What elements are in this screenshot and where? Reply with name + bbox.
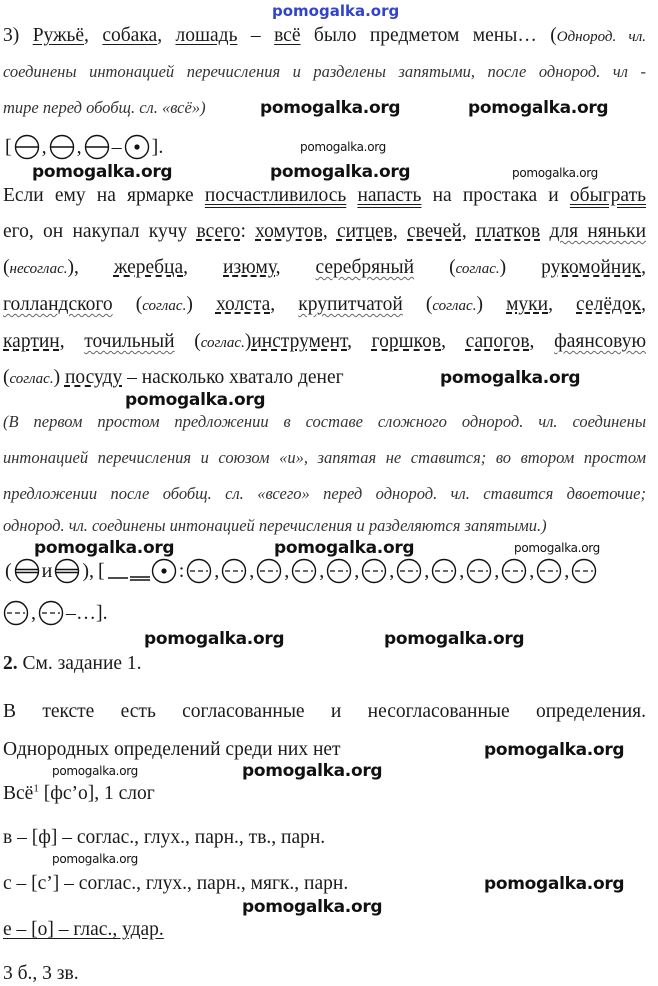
italic-note: соглас. (432, 298, 477, 314)
object-circle-icon (466, 558, 492, 584)
object-circle-icon (536, 558, 562, 584)
text-line (3, 482, 646, 506)
watermark: pomogalka.org (300, 140, 386, 154)
underlined-object: инструмент (251, 331, 348, 352)
text-segment: Всё (3, 783, 34, 804)
watermark: pomogalka.org (52, 852, 138, 866)
text-segment: 2. (3, 653, 18, 674)
underlined-object: рукомойник (541, 257, 642, 278)
object-circle-icon (571, 558, 597, 584)
underlined-object: селёдок (576, 294, 642, 315)
text-segment: ( (3, 257, 10, 278)
watermark: pomogalka.org (512, 166, 598, 180)
schema-punctuation: ]. (151, 135, 164, 158)
text-segment (346, 185, 357, 206)
predicate-circle-icon (54, 558, 80, 584)
text-segment: Если ему на ярмарке (3, 185, 205, 206)
text-segment: – насколько хватало денег (122, 367, 344, 388)
text-segment (540, 221, 549, 242)
underlined-object: сапогов (465, 331, 530, 352)
schema-punctuation: [ (5, 135, 12, 158)
schema-punctuation: , (459, 559, 465, 582)
underlined-subject: собака (102, 25, 158, 46)
watermark: pomogalka.org (34, 538, 175, 558)
text-segment: , (392, 221, 408, 242)
watermark: pomogalka.org (242, 761, 383, 781)
object-circle-icon (431, 558, 457, 584)
text-segment: однород. чл. соединены интонацией перечисления и разделяются запятыми.) (3, 516, 547, 535)
text-segment: ( (112, 294, 143, 315)
schema-punctuation: , (389, 559, 395, 582)
text-line (3, 220, 646, 244)
watermark: pomogalka.org (52, 764, 138, 778)
watermark-top: pomogalka.org (272, 2, 400, 20)
underlined-predicate: посчастливилось (204, 185, 347, 206)
text-segment: , (59, 331, 85, 352)
schema-punctuation: , (41, 135, 47, 158)
text-segment: (В первом простом предложении в составе сложного однород. чл. соединены (3, 412, 646, 431)
text-segment: , (548, 294, 577, 315)
underlined-object: хомутов (255, 221, 323, 242)
schema-punctuation: –…]. (66, 601, 108, 624)
schema-punctuation: , (354, 559, 360, 582)
underlined-definition: серебряный (315, 257, 415, 278)
underlined-object: всего (196, 221, 241, 242)
text-line (3, 962, 646, 986)
text-line (3, 782, 646, 806)
object-circle-icon (326, 558, 352, 584)
watermark: pomogalka.org (270, 162, 411, 182)
text-segment: ) (186, 294, 216, 315)
text-segment: , (529, 331, 555, 352)
schema-punctuation: , (424, 559, 430, 582)
text-segment: В тексте есть согласованные и несогласованные определения. (3, 701, 646, 722)
underlined-subject: е – [о] – глас., удар. (3, 919, 164, 940)
text-line (3, 446, 646, 470)
object-circle-icon (291, 558, 317, 584)
object-circle-icon (38, 600, 64, 626)
sentence-schema (3, 600, 110, 626)
schema-punctuation: – (111, 135, 122, 158)
text-line (3, 918, 646, 942)
text-segment: , (275, 257, 316, 278)
text-segment: интонацией перечисления и союзом «и», запятая не ставится; во втором простом (3, 448, 646, 467)
underlined-predicate: обыграть (569, 185, 646, 206)
text-line (3, 184, 646, 208)
underlined-object: ситцев (336, 221, 393, 242)
watermark: pomogalka.org (384, 629, 525, 649)
underlined-subject: лошадь (175, 25, 238, 46)
text-line (3, 652, 646, 676)
text-segment: ( (174, 331, 201, 352)
watermark: pomogalka.org (242, 897, 383, 917)
text-segment: , (461, 221, 476, 242)
generalizing-word-circle-icon (151, 558, 177, 584)
schema-punctuation: [ (98, 559, 105, 582)
text-segment: ) (244, 331, 252, 352)
text-segment: : (240, 221, 256, 242)
watermark: pomogalka.org (125, 390, 266, 410)
text-segment: 3 б., 3 зв. (3, 963, 79, 984)
underlined-object: свечей (407, 221, 462, 242)
text-segment: ( (3, 367, 10, 388)
text-segment: ), (67, 257, 114, 278)
schema-punctuation: , (249, 559, 255, 582)
underlined-object: изюму (223, 257, 276, 278)
object-circle-icon (361, 558, 387, 584)
text-segment: было предметом мены… ( (300, 25, 557, 46)
subject-circle-icon (14, 134, 40, 160)
text-segment: , (157, 25, 176, 46)
text-segment: ) (499, 257, 542, 278)
underlined-object: горшков (371, 331, 442, 352)
text-line (3, 256, 646, 280)
italic-note: соглас. (9, 371, 54, 387)
text-segment: , (322, 221, 337, 242)
sentence-schema (3, 134, 165, 160)
underlined-object: платков (475, 221, 541, 242)
schema-punctuation: , (31, 601, 36, 624)
text-line (3, 60, 646, 84)
text-line (3, 330, 646, 354)
text-line (3, 24, 646, 48)
schema-punctuation: , (494, 559, 500, 582)
underlined-definition: для няньки (549, 221, 647, 242)
italic-note: Однород. чл. (556, 29, 647, 45)
underlined-subject: всё (274, 25, 301, 46)
text-segment: на простака и (421, 185, 570, 206)
subject-line-icon (107, 558, 129, 584)
schema-punctuation: : (178, 559, 185, 582)
text-segment: ) (476, 294, 507, 315)
text-segment: Однородных определений среди них нет (3, 739, 341, 760)
object-circle-icon (186, 558, 212, 584)
schema-punctuation: , (564, 559, 570, 582)
schema-punctuation: , (319, 559, 325, 582)
text-segment: , (441, 331, 466, 352)
sentence-schema (3, 558, 597, 584)
predicate-line-icon (129, 558, 151, 584)
object-circle-icon (256, 558, 282, 584)
text-line (3, 514, 646, 538)
text-segment: 1 (33, 782, 39, 795)
underlined-definition: фаянсовую (554, 331, 647, 352)
object-circle-icon (221, 558, 247, 584)
text-segment: ( (414, 257, 456, 278)
generalizing-word-circle-icon (124, 134, 150, 160)
underlined-subject: Ружьё (32, 25, 85, 46)
text-line (3, 700, 646, 724)
text-segment: , (641, 257, 647, 278)
text-segment: , (84, 25, 103, 46)
text-segment: [фс’о], 1 слог (38, 783, 155, 804)
text-segment: , (183, 257, 224, 278)
text-segment: с – [с’] – соглас., глух., парн., мягк., парн. (3, 873, 349, 894)
object-circle-icon (3, 600, 29, 626)
text-segment: его, он накупал кучу (3, 221, 197, 242)
text-line (3, 826, 646, 850)
text-line (3, 293, 646, 317)
watermark: pomogalka.org (484, 740, 625, 760)
object-circle-icon (396, 558, 422, 584)
text-line (3, 410, 646, 434)
underlined-definition: голландского (3, 294, 113, 315)
underlined-object: холста (215, 294, 271, 315)
text-segment: тире перед обобщ. сл. «всё») (3, 98, 206, 117)
text-segment: в – [ф] – соглас., глух., парн., тв., парн. (3, 827, 326, 848)
schema-punctuation: , (214, 559, 220, 582)
text-segment: предложении после обобщ. сл. «всего» перед однород. чл. ставится двоеточие; (3, 484, 646, 503)
text-segment: – (237, 25, 275, 46)
subject-circle-icon (84, 134, 110, 160)
watermark: pomogalka.org (468, 98, 609, 118)
watermark: pomogalka.org (274, 538, 415, 558)
watermark: pomogalka.org (484, 874, 625, 894)
schema-punctuation: , (529, 559, 535, 582)
subject-circle-icon (49, 134, 75, 160)
text-segment: ) (53, 367, 65, 388)
object-circle-icon (501, 558, 527, 584)
watermark: pomogalka.org (144, 629, 285, 649)
italic-note: соглас. (142, 298, 187, 314)
text-segment: См. задание 1. (17, 653, 142, 674)
text-segment: , (347, 331, 372, 352)
underlined-definition: крупитчатой (298, 294, 403, 315)
italic-note: соглас. (455, 261, 500, 277)
watermark: pomogalka.org (260, 98, 401, 118)
text-segment: , (270, 294, 299, 315)
text-segment: , (641, 294, 647, 315)
schema-punctuation: , (284, 559, 290, 582)
text-segment: ( (402, 294, 433, 315)
schema-punctuation: ), (82, 559, 95, 582)
underlined-object: картин (3, 331, 60, 352)
predicate-circle-icon (14, 558, 40, 584)
underlined-predicate: напасть (357, 185, 422, 206)
underlined-definition: точильный (84, 331, 175, 352)
text-segment: соединены интонацией перечисления и разделены запятыми, после однород. чл - (3, 62, 646, 81)
underlined-object: посуду (64, 367, 123, 388)
italic-note: соглас. (200, 335, 245, 351)
watermark: pomogalka.org (440, 368, 581, 388)
watermark: pomogalka.org (32, 162, 173, 182)
text-segment: 3) (3, 25, 33, 46)
underlined-object: жеребца (113, 257, 184, 278)
schema-punctuation: и (41, 559, 53, 582)
schema-punctuation: , (76, 135, 82, 158)
schema-punctuation: ( (5, 559, 12, 582)
underlined-object: муки (506, 294, 549, 315)
watermark: pomogalka.org (514, 541, 600, 555)
italic-note: несоглас. (9, 261, 68, 277)
